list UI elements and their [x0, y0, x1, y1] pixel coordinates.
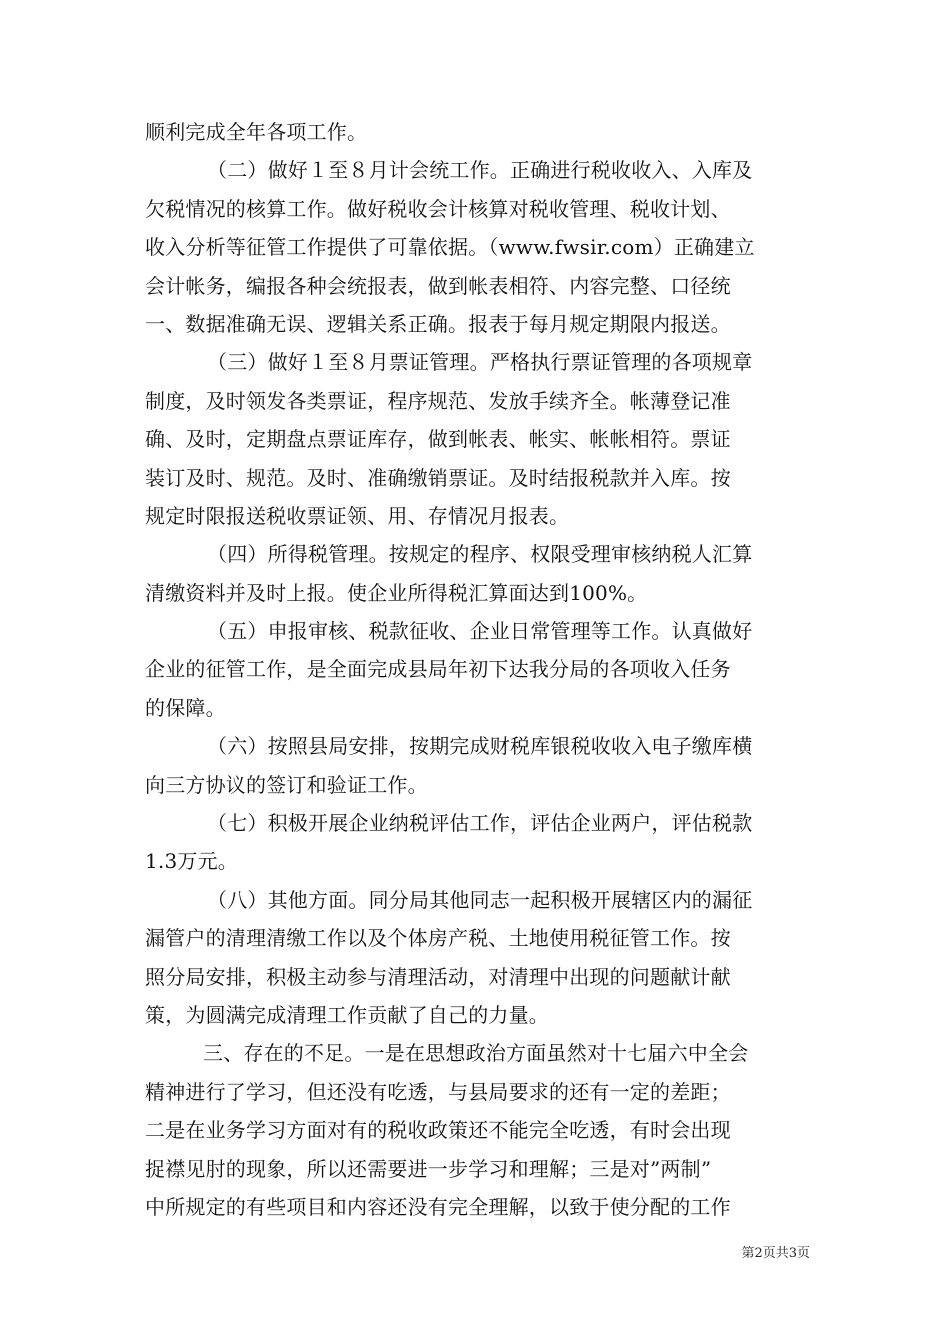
- text-line: 收入分析等征管工作提供了可靠依据。（www.fwsir.com）正确建立: [145, 235, 755, 260]
- text-line: 策，为圆满完成清理工作贡献了自己的力量。: [145, 1002, 549, 1027]
- text-line: 欠税情况的核算工作。做好税收会计核算对税收管理、税收计划、: [145, 196, 731, 221]
- text-line: （二）做好１至８月计会统工作。正确进行税收收入、入库及: [207, 158, 753, 183]
- text-line: 向三方协议的签订和验证工作。: [145, 772, 428, 797]
- text-line: 清缴资料并及时上报。使企业所得税汇算面达到100%。: [145, 580, 648, 605]
- text-line: 精神进行了学习，但还没有吃透，与县局要求的还有一定的差距；: [145, 1079, 731, 1104]
- text-line: （七）积极开展企业纳税评估工作，评估企业两户，评估税款: [207, 811, 753, 836]
- text-line: 规定时限报送税收票证领、用、存情况月报表。: [145, 503, 570, 528]
- text-line: 三、存在的不足。一是在思想政治方面虽然对十七届六中全会: [203, 1041, 749, 1066]
- text-line: （八）其他方面。同分局其他同志一起积极开展辖区内的漏征: [207, 887, 753, 912]
- text-line: 企业的征管工作，是全面完成县局年初下达我分局的各项收入任务: [145, 657, 731, 682]
- text-line: 一、数据准确无误、逻辑关系正确。报表于每月规定期限内报送。: [145, 311, 731, 336]
- text-line: 中所规定的有些项目和内容还没有完全理解，以致于使分配的工作: [145, 1194, 731, 1219]
- text-line: 照分局安排，积极主动参与清理活动，对清理中出现的问题献计献: [145, 964, 731, 989]
- page-number: 第2页共3页: [741, 1246, 810, 1261]
- text-line: （三）做好１至８月票证管理。严格执行票证管理的各项规章: [207, 350, 753, 375]
- text-line: 漏管户的清理清缴工作以及个体房产税、土地使用税征管工作。按: [145, 926, 731, 951]
- text-line: 顺利完成全年各项工作。: [145, 120, 368, 144]
- text-line: （六）按照县局安排，按期完成财税库银税收收入电子缴库横: [207, 734, 753, 759]
- text-line: 会计帐务，编报各种会统报表，做到帐表相符、内容完整、口径统: [145, 273, 731, 298]
- text-line: 装订及时、规范。及时、准确缴销票证。及时结报税款并入库。按: [145, 465, 731, 490]
- text-line: 二是在业务学习方面对有的税收政策还不能完全吃透，有时会出现: [145, 1118, 731, 1143]
- text-line: （五）申报审核、税款征收、企业日常管理等工作。认真做好: [207, 619, 753, 644]
- text-line: 确、及时，定期盘点票证库存，做到帐表、帐实、帐帐相符。票证: [145, 427, 731, 452]
- text-line: 捉襟见肘的现象，所以还需要进一步学习和理解；三是对”两制”: [145, 1156, 712, 1181]
- text-line: 制度，及时领发各类票证，程序规范、发放手续齐全。帐薄登记准: [145, 388, 731, 413]
- document-body: [145, 113, 807, 1226]
- text-line: 的保障。: [145, 695, 226, 720]
- text-line: 1.3万元。: [145, 849, 239, 874]
- text-line: （四）所得税管理。按规定的程序、权限受理审核纳税人汇算: [207, 542, 753, 567]
